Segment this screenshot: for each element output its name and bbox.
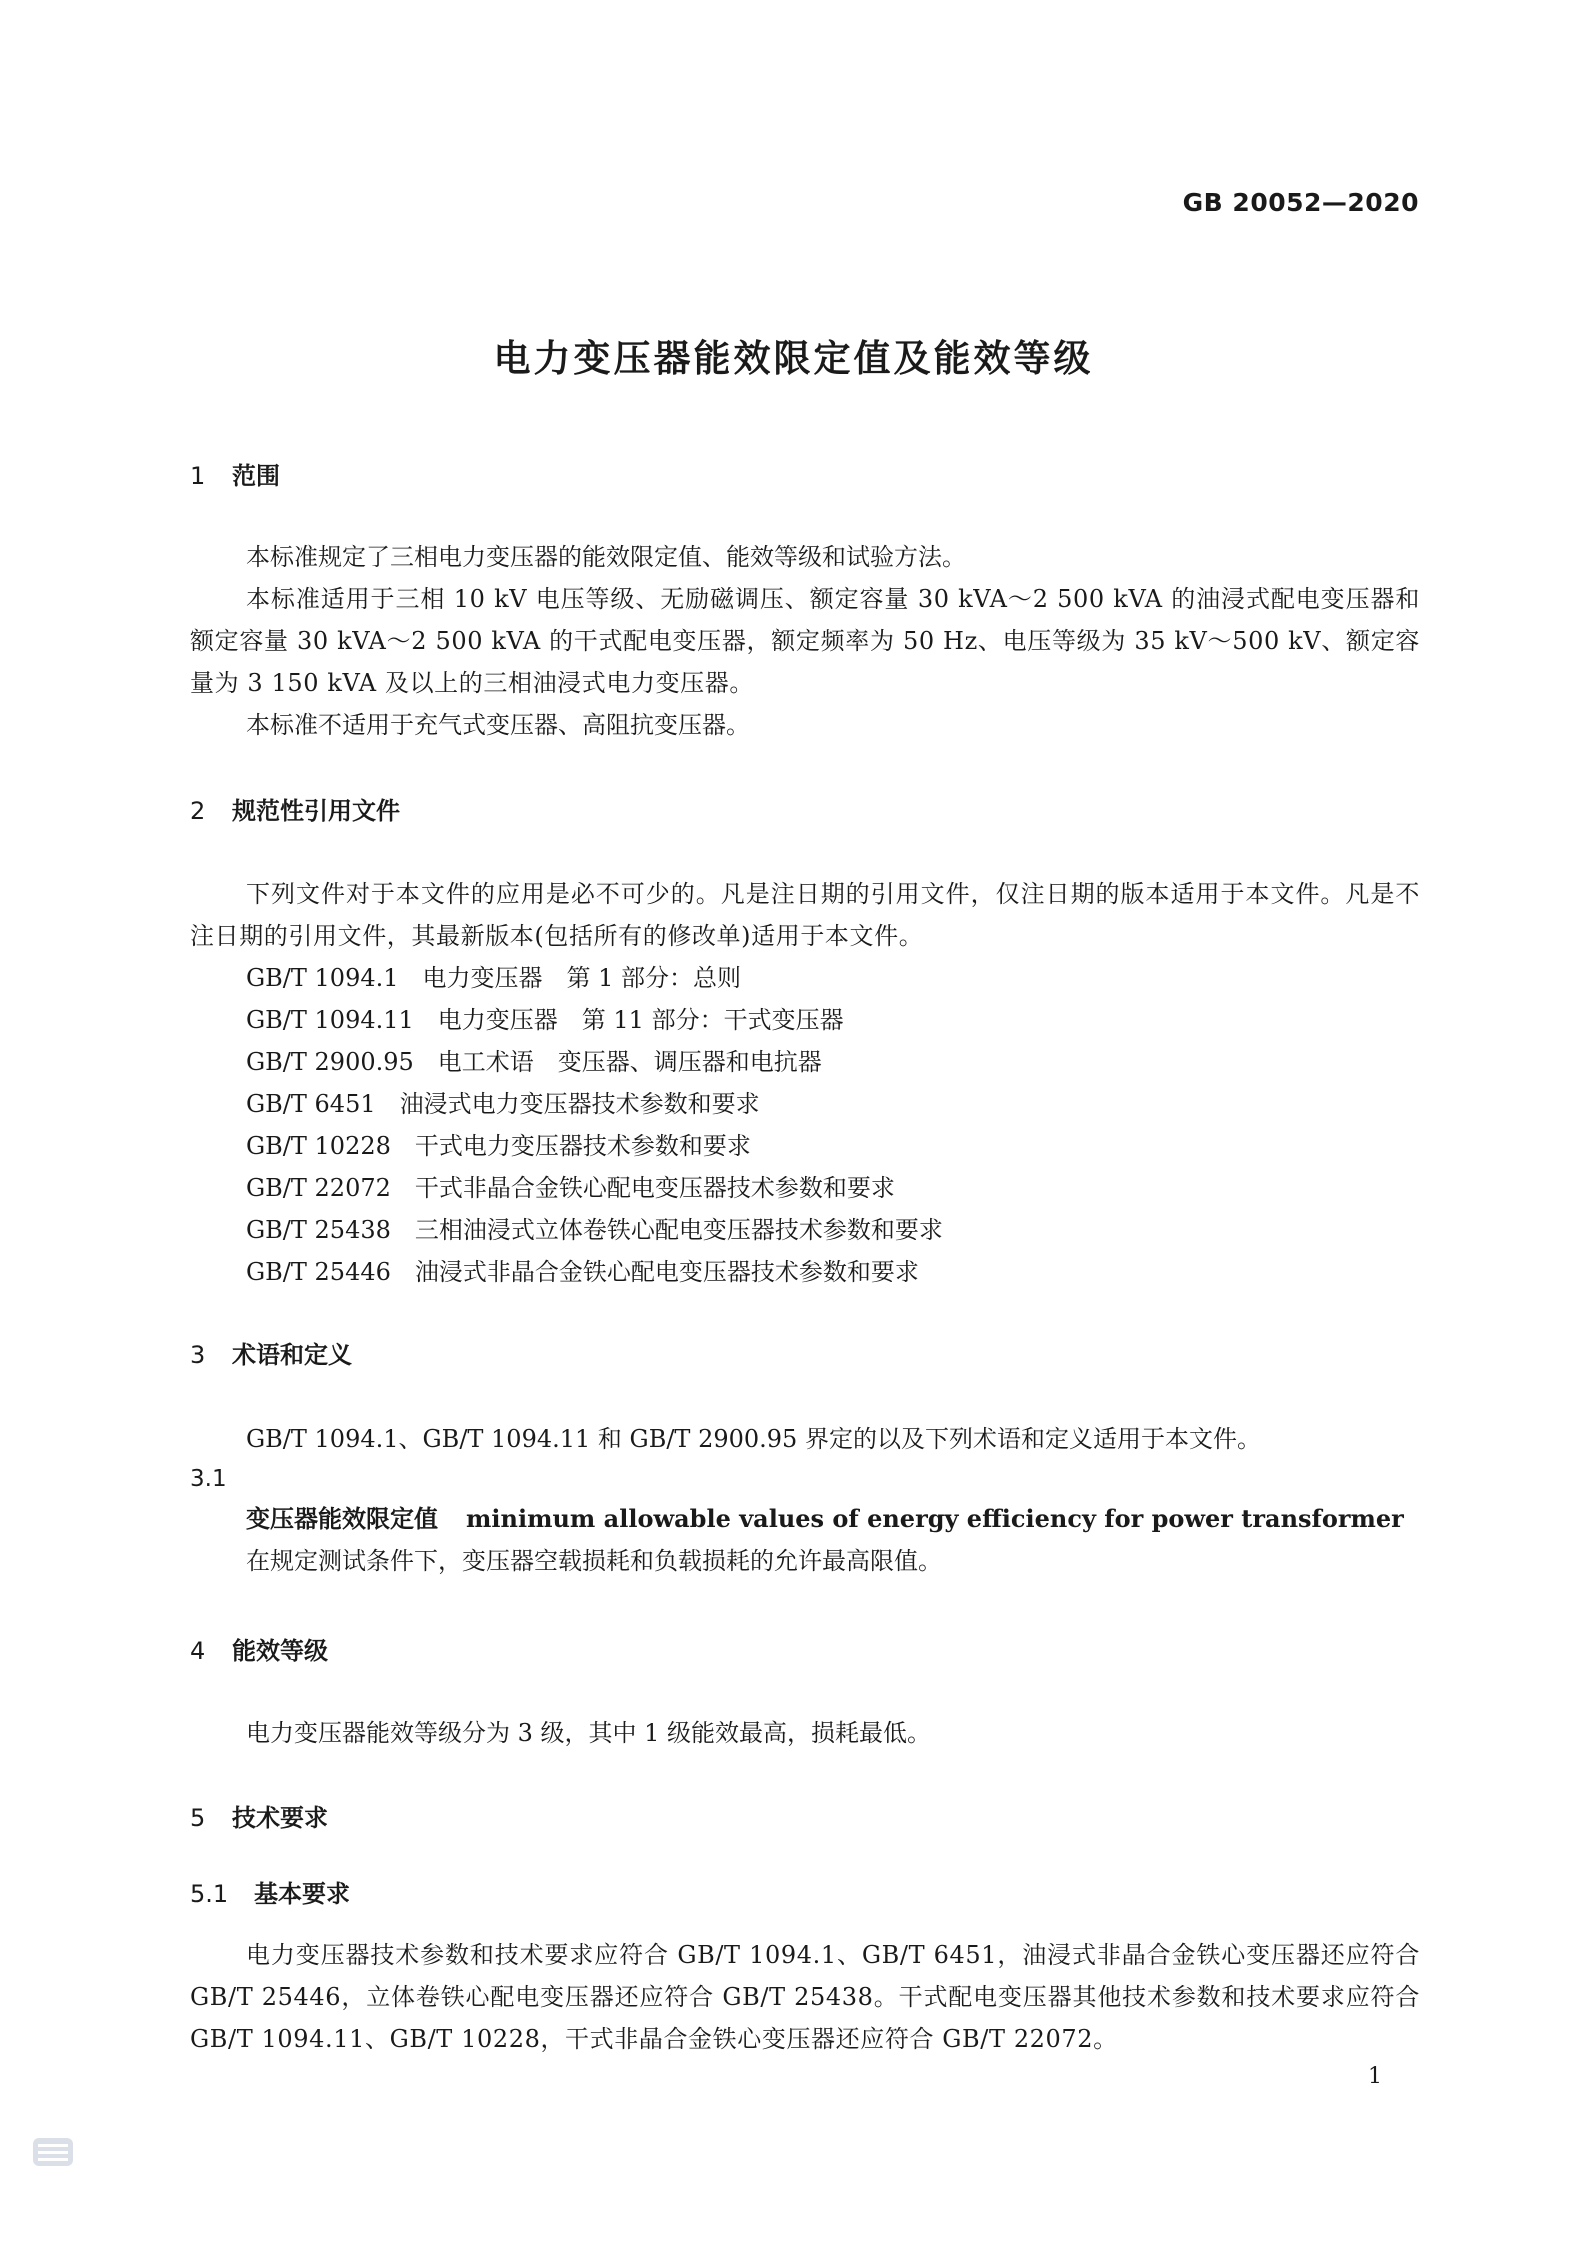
reference-item	[190, 1083, 1420, 1125]
subsection-title: 基本要求	[254, 1880, 350, 1908]
section-title: 规范性引用文件	[232, 797, 400, 825]
reference-item	[190, 1251, 1420, 1293]
paragraph: 电力变压器能效等级分为 3 级，其中 1 级能效最高，损耗最低。	[246, 1719, 932, 1747]
term-chinese: 变压器能效限定值	[246, 1505, 438, 1533]
paragraph: 本标准不适用于充气式变压器、高阻抗变压器。	[246, 711, 750, 739]
section-number: 1	[190, 462, 206, 490]
reference-title: 干式非晶合金铁心配电变压器技术参数和要求	[414, 1174, 895, 1202]
reference-item	[190, 1041, 1420, 1083]
reference-code: GB/T 6451	[246, 1090, 376, 1118]
sac-logo-icon	[30, 2132, 76, 2172]
section-title: 能效等级	[232, 1637, 328, 1665]
reference-item	[190, 957, 1420, 999]
section-5	[190, 1803, 1420, 1833]
section-4	[190, 1636, 1420, 1666]
section-heading	[190, 461, 1420, 491]
standard-number: GB 20052—2020	[1182, 188, 1419, 217]
reference-title: 干式电力变压器技术参数和要求	[414, 1132, 751, 1160]
section-1-body	[190, 536, 1420, 746]
paragraph: 下列文件对于本文件的应用是必不可少的。凡是注日期的引用文件，仅注日期的版本适用于本文件。凡是不注日期的引用文件，其最新版本(包括所有的修改单)适用于本文件。	[190, 880, 1420, 950]
reference-title: 油浸式非晶合金铁心配电变压器技术参数和要求	[414, 1258, 919, 1286]
reference-code: GB/T 22072	[246, 1174, 391, 1202]
reference-title: 电力变压器 第 11 部分：干式变压器	[437, 1006, 844, 1034]
section-number: 4	[190, 1637, 206, 1665]
reference-code: GB/T 10228	[246, 1132, 391, 1160]
reference-code: GB/T 25438	[246, 1216, 391, 1244]
section-1	[190, 461, 1420, 491]
term-english: minimum allowable values of energy efficiency for power transformer	[466, 1504, 1404, 1533]
reference-item	[190, 1125, 1420, 1167]
section-2-body	[190, 873, 1420, 1293]
reference-code: GB/T 25446	[246, 1258, 391, 1286]
section-number: 3	[190, 1341, 206, 1369]
reference-title: 电工术语 变压器、调压器和电抗器	[437, 1048, 822, 1076]
section-heading	[190, 1803, 1420, 1833]
subsection-5-1-body	[190, 1934, 1420, 2060]
page-number: 1	[1368, 2064, 1382, 2089]
paragraph: GB/T 1094.1、GB/T 1094.11 和 GB/T 2900.95 界定的以及下列术语和定义适用于本文件。	[246, 1425, 1261, 1453]
reference-title: 油浸式电力变压器技术参数和要求	[399, 1090, 760, 1118]
document-title: 电力变压器能效限定值及能效等级	[493, 337, 1094, 380]
reference-item	[190, 1209, 1420, 1251]
term-definition: 在规定测试条件下，变压器空载损耗和负载损耗的允许最高限值。	[246, 1547, 942, 1575]
paragraph: 本标准适用于三相 10 kV 电压等级、无励磁调压、额定容量 30 kVA～2 500 kVA 的油浸式配电变压器和额定容量 30 kVA～2 500 kVA 的干式配电变压器，额定频率为 50 Hz、电压等级为 35 kV～500 kV、额定容量为 3 150 kVA 及以上的三相油浸式电力变压器。	[190, 585, 1420, 697]
section-3-body	[190, 1418, 1420, 1582]
subsection-number: 5.1	[190, 1880, 229, 1908]
section-title: 术语和定义	[232, 1341, 352, 1369]
reference-item	[190, 1167, 1420, 1209]
section-3	[190, 1340, 1420, 1370]
reference-code: GB/T 2900.95	[246, 1048, 414, 1076]
reference-code: GB/T 1094.1	[246, 964, 399, 992]
paragraph: 电力变压器技术参数和技术要求应符合 GB/T 1094.1、GB/T 6451，油浸式非晶合金铁心变压器还应符合 GB/T 25446，立体卷铁心配电变压器还应符合 GB/T 25438。干式配电变压器其他技术参数和技术要求应符合 GB/T 1094.11、GB/T 10228，干式非晶合金铁心变压器还应符合 GB/T 22072。	[190, 1941, 1420, 2053]
paragraph: 本标准规定了三相电力变压器的能效限定值、能效等级和试验方法。	[246, 543, 966, 571]
section-heading	[190, 1636, 1420, 1666]
reference-title: 电力变压器 第 1 部分：总则	[422, 964, 742, 992]
section-4-body	[190, 1712, 1420, 1754]
section-heading	[190, 796, 1420, 826]
subsection-heading	[190, 1879, 1420, 1909]
reference-title: 三相油浸式立体卷铁心配电变压器技术参数和要求	[414, 1216, 943, 1244]
term-entry	[190, 1498, 1420, 1540]
section-2	[190, 796, 1420, 826]
reference-code: GB/T 1094.11	[246, 1006, 414, 1034]
section-title: 范围	[232, 462, 280, 490]
reference-item	[190, 999, 1420, 1041]
clause-number: 3.1	[190, 1466, 227, 1492]
section-title: 技术要求	[232, 1804, 328, 1832]
section-heading	[190, 1340, 1420, 1370]
subsection-5-1	[190, 1879, 1420, 1909]
section-number: 2	[190, 797, 206, 825]
section-number: 5	[190, 1804, 206, 1832]
